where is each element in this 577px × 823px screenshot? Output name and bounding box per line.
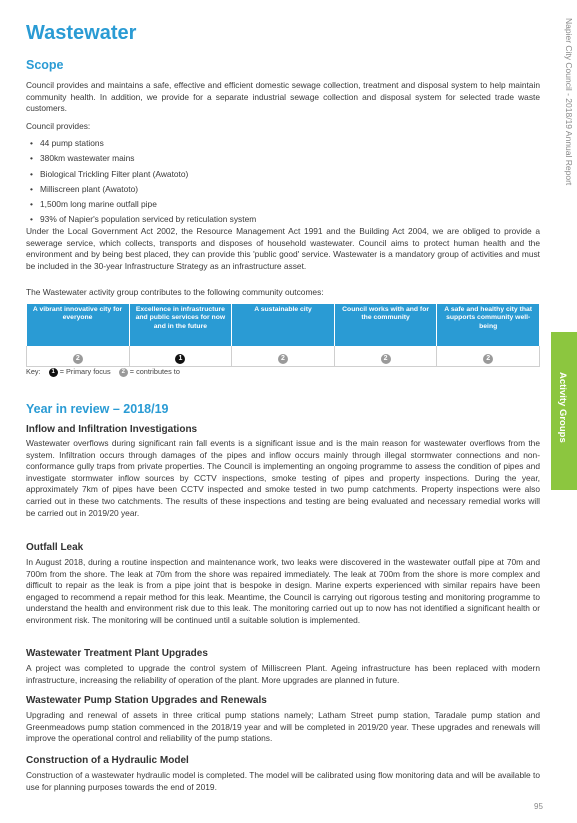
contributes-marker: 2 [73, 354, 83, 364]
contributes-marker: 2 [278, 354, 288, 364]
subsection-title: Construction of a Hydraulic Model [26, 755, 189, 766]
page-number: 95 [534, 802, 543, 811]
activity-groups-tab [551, 332, 577, 490]
outcome-header: A vibrant innovative city for everyone [27, 304, 130, 346]
list-item: • 1,500m long marine outfall pipe [26, 197, 256, 212]
year-in-review-heading: Year in review – 2018/19 [26, 402, 169, 416]
primary-key-icon: 1 [49, 368, 58, 377]
report-side-title: Napier City Council - 2018/19 Annual Report [564, 18, 574, 186]
subsection-text: Upgrading and renewal of assets in three critical pump stations namely; Latham Street pump station, Taradale pump station and Greenmeadows pump station commenced in the 2018/19 year and will be completed in 2019/20 year. These upgrades and renewals will improve the operational control and reliability of the pump stations. [26, 710, 540, 744]
outcome-cell [27, 346, 130, 367]
subsection-title: Outfall Leak [26, 542, 84, 553]
contributes-key-text: = contributes to [129, 367, 180, 376]
table-header-row [27, 304, 540, 346]
provides-label: Council provides: [26, 121, 91, 131]
subsection-title: Wastewater Treatment Plant Upgrades [26, 648, 208, 659]
outcome-header: Excellence in infrastructure and public services for now and in the future [129, 304, 232, 346]
outcomes-intro: The Wastewater activity group contributes to the following community outcomes: [26, 287, 324, 297]
list-item: • 380km wastewater mains [26, 151, 256, 166]
outcome-header: A sustainable city [232, 304, 335, 346]
outcome-header: A safe and healthy city that supports community well-being [437, 304, 540, 346]
scope-heading: Scope [26, 58, 64, 72]
primary-marker: 1 [175, 354, 185, 364]
list-item: • Milliscreen plant (Awatoto) [26, 182, 256, 197]
tab-label: Activity Groups [557, 372, 568, 443]
outcome-cell [437, 346, 540, 367]
scope-intro: Council provides and maintains a safe, effective and efficient domestic sewage collection, treatment and disposal system to help maintain community health. In addition, we provide for a separate industrial sewage collection and disposal system for selected trade waste customers. [26, 80, 540, 114]
list-item: • 93% of Napier's population serviced by reticulation system [26, 212, 256, 227]
subsection-title: Inflow and Infiltration Investigations [26, 424, 198, 435]
table-row [27, 346, 540, 367]
subsection-title: Wastewater Pump Station Upgrades and Renewals [26, 695, 267, 706]
outcome-cell [232, 346, 335, 367]
list-item: • 44 pump stations [26, 136, 256, 151]
list-item: • Biological Trickling Filter plant (Awatoto) [26, 167, 256, 182]
contributes-marker: 2 [483, 354, 493, 364]
outcome-cell [129, 346, 232, 367]
page-title: Wastewater [26, 22, 137, 44]
outcome-cell [334, 346, 437, 367]
subsection-text: Wastewater overflows during significant rain fall events is a significant issue and is the main reason for wastewater overflows from the system. Infiltration occurs through damages of the pipes and inflow occurs mainly through illegal stormwater connections and non-conformance gully traps from private properties. The Council is implementing an ongoing programme to assess the condition of pipes and investigate stormwater inflow sources by CCTV inspections, smoke testing of pipes and property inspections. During the year, approximately 7km of pipes have been CCTV inspected and smoke tested in two pump catchments. Property inspections were also carried out in these two catchments. The results of these inspections and testing are being evaluated and necessary remedial works will be carried out in 2019/20 year. [26, 438, 540, 518]
provides-list [26, 136, 256, 228]
legal-paragraph: Under the Local Government Act 2002, the Resource Management Act 1991 and the Building Act 2004, we are obliged to provide a sewerage service, which collects, transports and disposes of household wastewater. Council aims to protect human health and the environment and by being best placed, they can provide this 'public good' service. Wastewater is a mandatory group of activities and must be included in the 30-year Infrastructure Strategy as an infrastructure asset. [26, 226, 540, 271]
subsection-text: In August 2018, during a routine inspection and maintenance work, two leaks were discovered in the wastewater outfall pipe at 70m and 700m from the shore. The leak at 70m from the shore was repaired immediately. The leak at 700m from the shore is more complex and difficult to repair as the leak is from a pipe joint that is bespoke in design. Marine experts experienced with similar repairs have been engaged to recommend a repair method for this leak. Meantime, the Council is carrying out rigorous testing and monitoring programme to understand the health and environment risk due to this leak. The monitoring carried out up to now has not identified a significant health or environment risk. The monitoring will be continued until a suitable solution is implemented. [26, 557, 540, 625]
subsection-text: A project was completed to upgrade the control system of Milliscreen Plant. Ageing infrastructure has been replaced with modern infrastructure, increasing the reliability of operation of the plant. More upgrades are planned in future. [26, 663, 540, 685]
community-outcomes-table [26, 304, 540, 367]
table-key [26, 367, 180, 377]
contributes-marker: 2 [381, 354, 391, 364]
contributes-key-icon: 2 [119, 368, 128, 377]
subsection-text: Construction of a wastewater hydraulic model is completed. The model will be calibrated using flow monitoring data and will be available to use for planning purposes towards the end of 2019. [26, 770, 540, 792]
outcome-header: Council works with and for the community [334, 304, 437, 346]
primary-key-text: = Primary focus [59, 367, 111, 376]
key-label: Key: [26, 367, 41, 376]
